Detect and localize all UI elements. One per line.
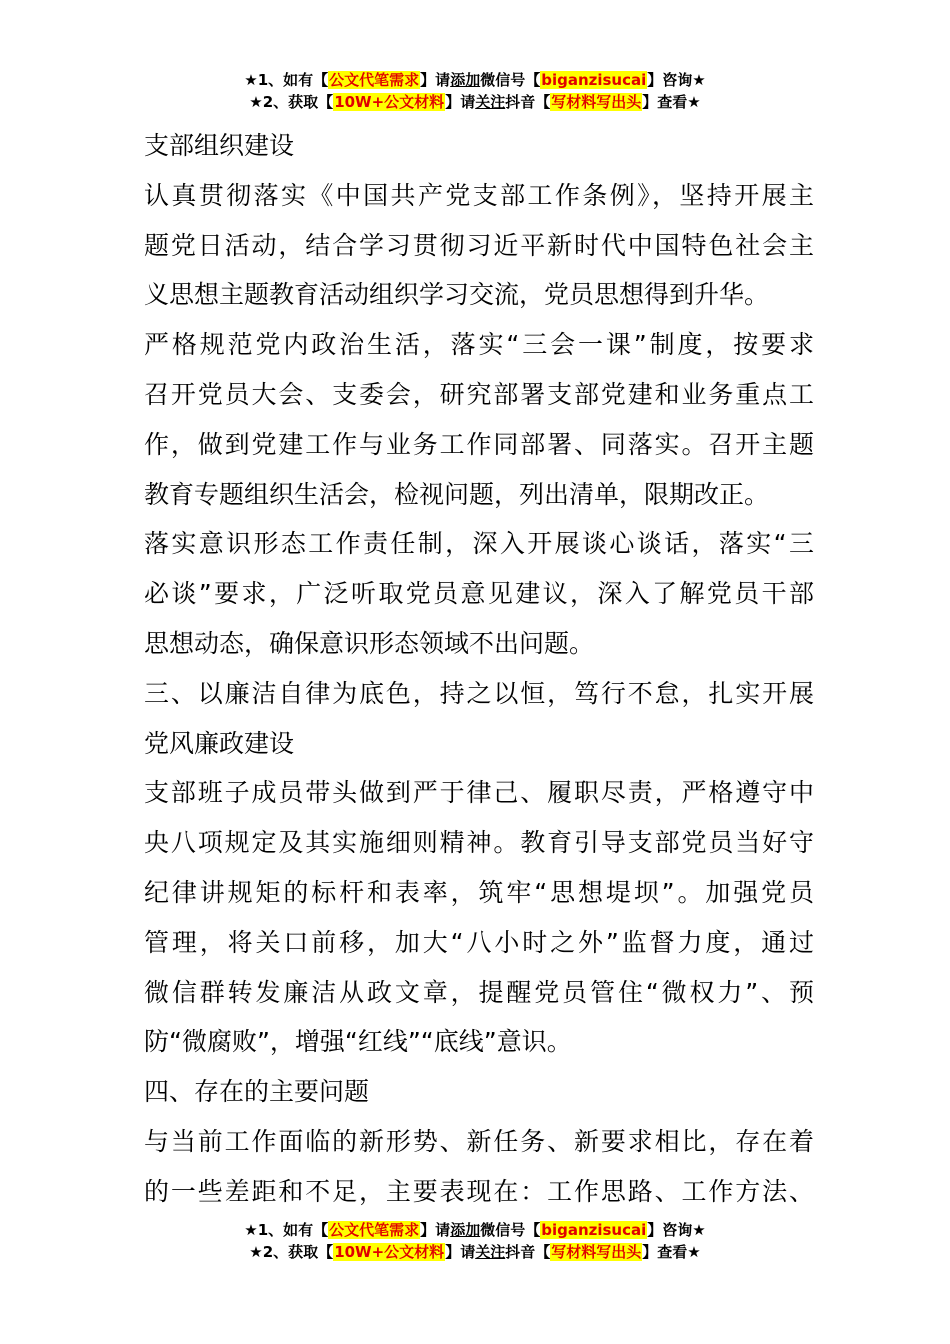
banner-line-2	[0, 1241, 950, 1263]
banner-text: 抖音【	[505, 93, 551, 111]
paragraph-line: 央八项规定及其实施细则精神。教育引导支部党员当好守	[144, 828, 814, 858]
paragraph-line: 的一些差距和不足，主要表现在：工作思路、工作方法、	[144, 1176, 814, 1206]
highlight-wechat-id: biganzisucai	[541, 1221, 647, 1239]
section-heading: 三、以廉洁自律为底色，持之以恒，笃行不怠，扎实开展	[144, 678, 814, 708]
paragraph-line: 召开党员大会、支委会，研究部署支部党建和业务重点工	[144, 379, 814, 409]
banner-text: 】咨询★	[647, 71, 706, 89]
banner-text: 】请	[445, 93, 476, 111]
paragraph-line: 与当前工作面临的新形势、新任务、新要求相比，存在着	[144, 1126, 814, 1156]
highlight-douyin-id: 写材料写出头	[551, 1243, 642, 1261]
paragraph-line: 题党日活动，结合学习贯彻习近平新时代中国特色社会主	[144, 230, 814, 260]
section-heading-continued: 支部组织建设	[144, 131, 295, 160]
footer-banner	[0, 1219, 950, 1263]
banner-text: ★2、获取【	[249, 1243, 334, 1261]
banner-text: ★1、如有【	[244, 71, 329, 89]
banner-text: 】咨询★	[647, 1221, 706, 1239]
section-heading: 四、存在的主要问题	[144, 1077, 370, 1107]
paragraph-line: 纪律讲规矩的标杆和表率，筑牢“思想堤坝”。加强党员	[144, 877, 814, 907]
banner-text: 微信号【	[480, 1221, 541, 1239]
highlight-materials: 10W+公文材料	[334, 1243, 445, 1261]
banner-underlined-text: 添加	[450, 1221, 481, 1239]
paragraph-line: 教育专题组织生活会，检视问题，列出清单，限期改正。	[144, 479, 770, 509]
highlight-service: 公文代笔需求	[329, 1221, 420, 1239]
paragraph-line: 防“微腐败”，增强“红线”“底线”意识。	[144, 1027, 572, 1057]
banner-underlined-text: 关注	[475, 93, 506, 111]
banner-text: 】请	[420, 1221, 451, 1239]
highlight-materials: 10W+公文材料	[334, 93, 445, 111]
document-body	[144, 121, 814, 1217]
banner-text: 】查看★	[642, 1243, 701, 1261]
banner-underlined-text: 关注	[475, 1243, 506, 1261]
highlight-service: 公文代笔需求	[329, 71, 420, 89]
banner-text: 微信号【	[480, 71, 541, 89]
banner-text: 】请	[445, 1243, 476, 1261]
banner-line-1	[0, 1219, 950, 1241]
paragraph-line: 认真贯彻落实《中国共产党支部工作条例》，坚持开展主	[144, 180, 814, 210]
paragraph-line: 严格规范党内政治生活，落实“三会一课”制度，按要求	[144, 330, 814, 360]
paragraph-line: 必谈”要求，广泛听取党员意见建议，深入了解党员干部	[144, 579, 814, 609]
paragraph-line: 微信群转发廉洁从政文章，提醒党员管住“微权力”、预	[144, 977, 814, 1007]
highlight-douyin-id: 写材料写出头	[551, 93, 642, 111]
paragraph-line: 支部班子成员带头做到严于律己、履职尽责，严格遵守中	[144, 778, 814, 808]
paragraph-line: 作，做到党建工作与业务工作同部署、同落实。召开主题	[144, 429, 814, 459]
banner-text: 】请	[420, 71, 451, 89]
paragraph-line: 管理，将关口前移，加大“八小时之外”监督力度，通过	[144, 927, 814, 957]
paragraph-line: 义思想主题教育活动组织学习交流，党员思想得到升华。	[144, 280, 770, 310]
section-heading: 党风廉政建设	[144, 728, 295, 758]
banner-text: 抖音【	[505, 1243, 551, 1261]
banner-underlined-text: 添加	[450, 71, 481, 89]
banner-text: ★2、获取【	[249, 93, 334, 111]
banner-line-1	[0, 69, 950, 91]
banner-line-2	[0, 91, 950, 113]
banner-text: 】查看★	[642, 93, 701, 111]
header-banner	[0, 69, 950, 113]
banner-text: ★1、如有【	[244, 1221, 329, 1239]
highlight-wechat-id: biganzisucai	[541, 71, 647, 89]
paragraph-line: 思想动态，确保意识形态领域不出问题。	[144, 628, 595, 658]
paragraph-line: 落实意识形态工作责任制，深入开展谈心谈话，落实“三	[144, 529, 814, 559]
